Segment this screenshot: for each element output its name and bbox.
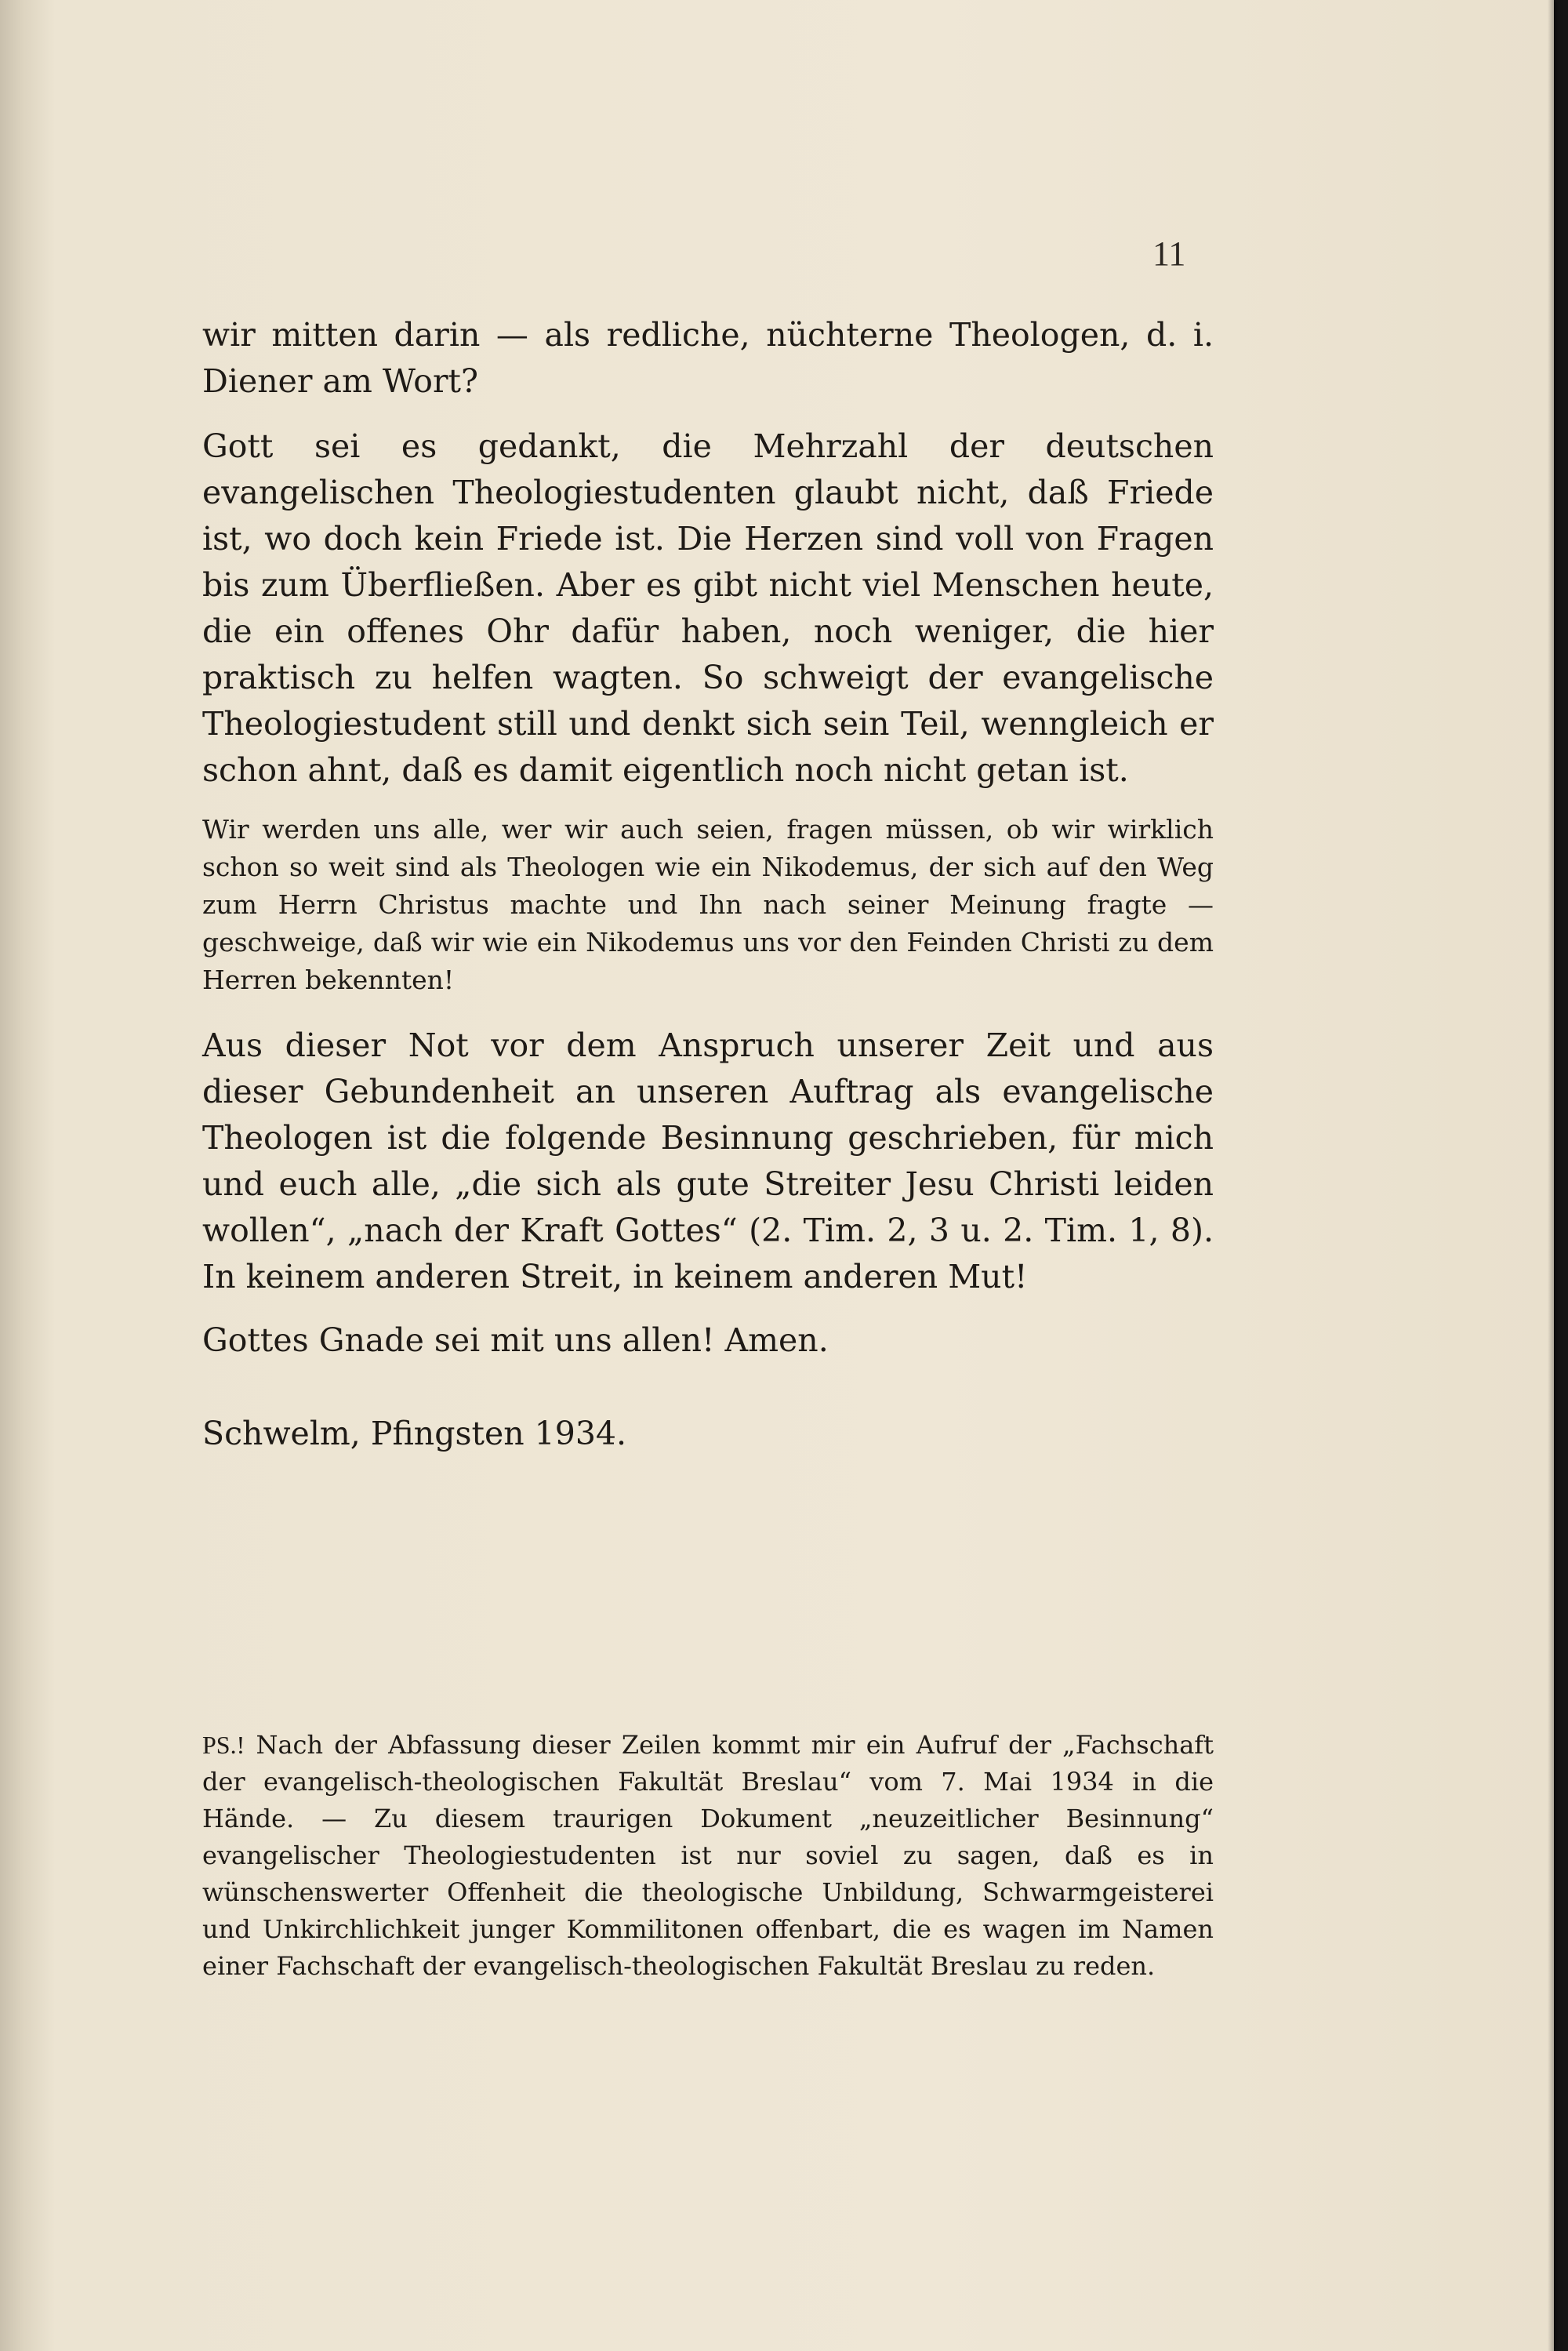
main-text	[202, 312, 1214, 1474]
closing-blessing: Gottes Gnade sei mit uns allen! Amen.	[202, 1321, 829, 1359]
paragraph-1: wir mitten darin — als redliche, nüchterne Theologen, d. i. Diener am Wort?	[202, 316, 1214, 400]
page-number: 11	[1152, 234, 1186, 273]
postscript-label: PS.!	[202, 1731, 245, 1759]
postscript-note	[202, 1727, 1214, 1985]
paragraph-3-small-print: Wir werden uns alle, wer wir auch seien, fragen müssen, ob wir wirklich schon so weit sind als Theologen wie ein Nikodemus, der sich auf den Weg zum Herrn Christus machte und Ihn nach seiner Meinung fragte — geschweige, daß wir wie ein Nikodemus uns vor den Feinden Christi zu dem Herren bekennten!	[202, 814, 1214, 995]
paragraph-4: Aus dieser Not vor dem Anspruch unserer Zeit und aus dieser Gebundenheit an unseren Auftrag als evangelische Theologen ist die folgende Besinnung geschrieben, für mich und euch alle, „die sich als gute Streiter Jesu Christi leiden wollen“, „nach der Kraft Gottes“ (2. Tim. 2, 3 u. 2. Tim. 1, 8). In keinem anderen Streit, in keinem anderen Mut!	[202, 1027, 1214, 1295]
postscript-text: Nach der Abfassung dieser Zeilen kommt mir ein Aufruf der „Fachschaft der evangelisch-theologischen Fakultät Breslau“ vom 7. Mai 1934 in die Hände. — Zu diesem traurigen Dokument „neuzeitlicher Besinnung“ evangelischer Theologiestudenten ist nur soviel zu sagen, daß es in wünschenswerter Offenheit die theologische Unbildung, Schwarmgeisterei und Unkirchlichkeit junger Kommilitonen offenbart, die es wagen im Namen einer Fachschaft der evangelisch-theologischen Fakultät Breslau zu reden.	[202, 1730, 1214, 1981]
place-date-signature: Schwelm, Pfingsten 1934.	[202, 1415, 627, 1452]
paragraph-2: Gott sei es gedankt, die Mehrzahl der deutschen evangelischen Theologiestudenten glaubt nicht, daß Friede ist, wo doch kein Friede ist. Die Herzen sind voll von Fragen bis zum Überfließen. Aber es gibt nicht viel Menschen heute, die ein offenes Ohr dafür haben, noch weniger, die hier praktisch zu helfen wagten. So schweigt der evangelische Theologiestudent still und denkt sich sein Teil, wenngleich er schon ahnt, daß es damit eigentlich noch nicht getan ist.	[202, 427, 1214, 789]
